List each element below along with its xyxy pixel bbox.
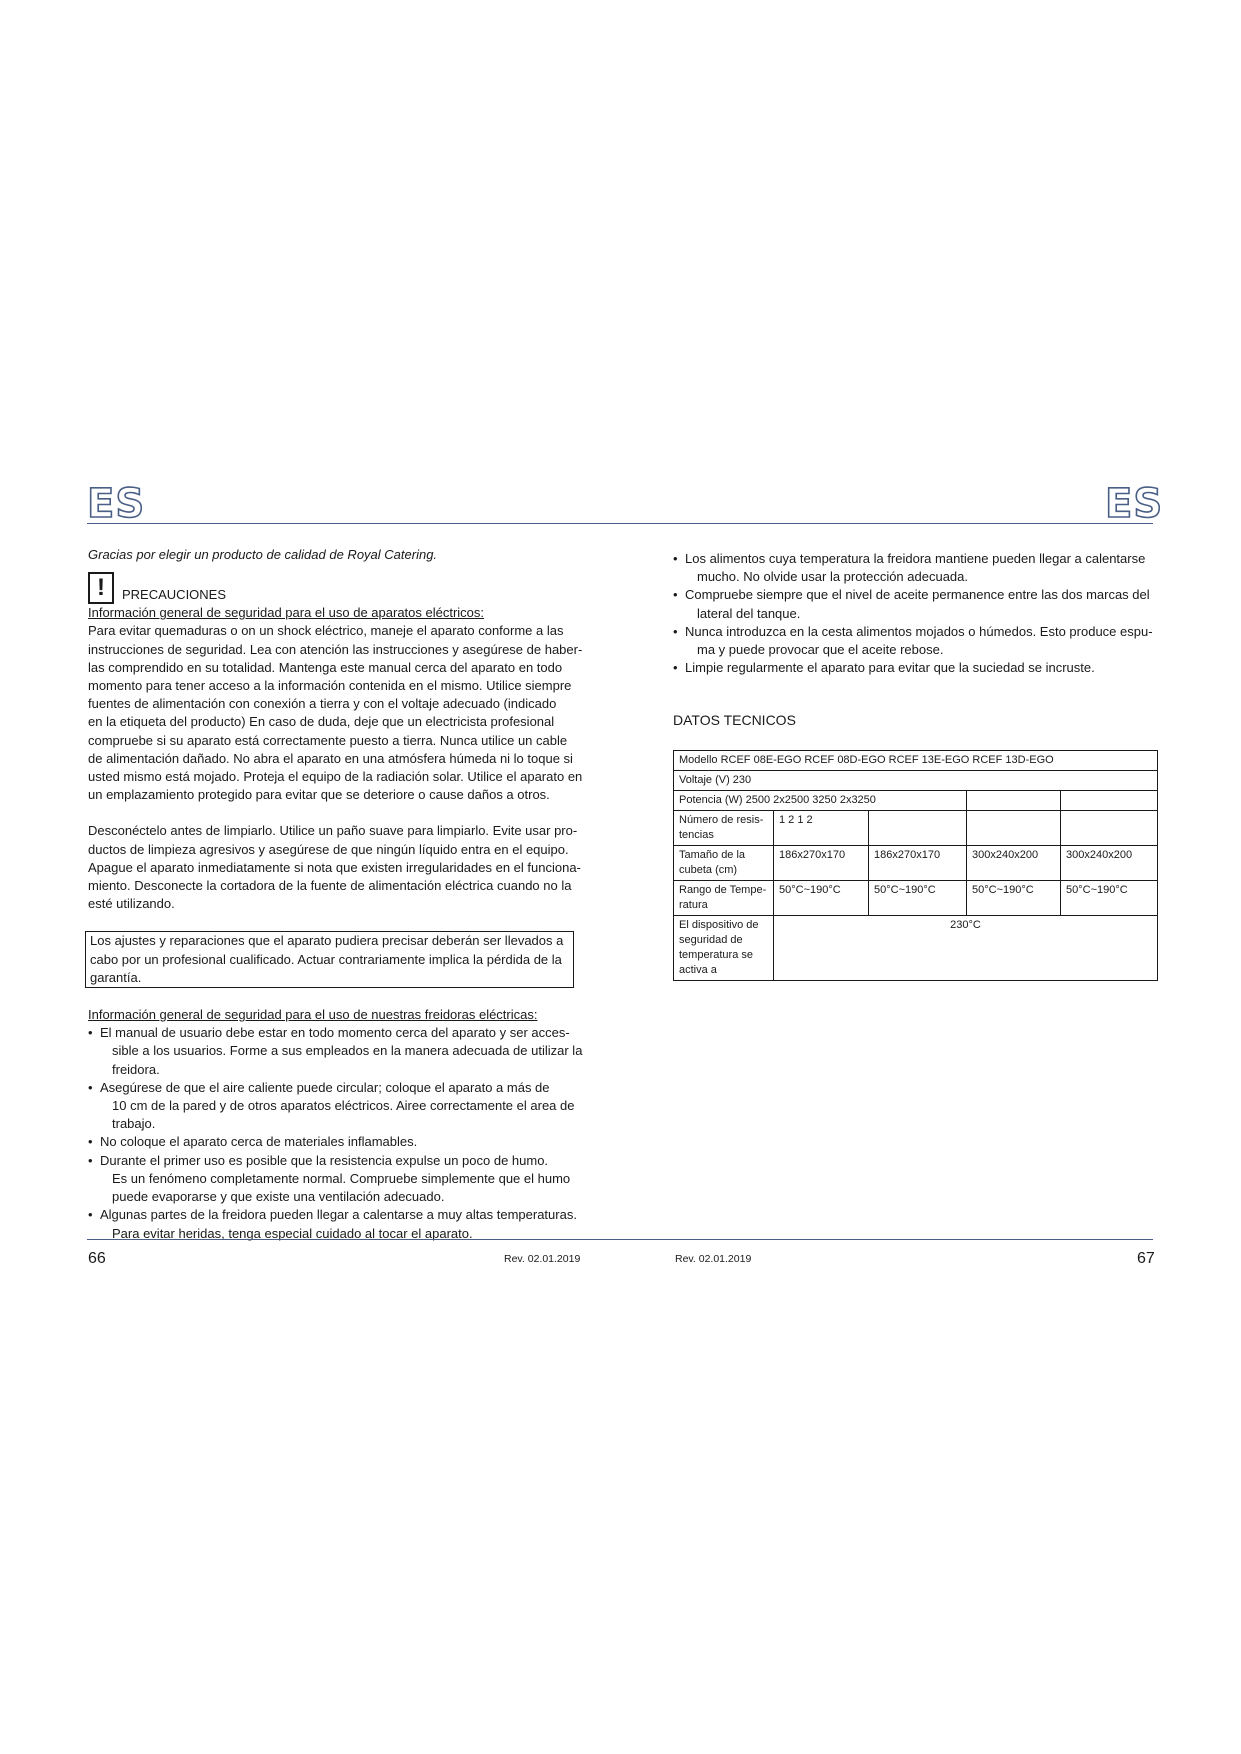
table-cell [1061, 791, 1158, 811]
table-row [674, 751, 1158, 771]
safety-device-value: 230°C [774, 916, 1158, 981]
fryer-safety-list-continued [673, 550, 1157, 677]
temp-range-label: Rango de Tempe-ratura [674, 881, 774, 916]
list-item: • Limpie regularmente el aparato para evitar que la suciedad se incruste. [673, 659, 1157, 677]
intro-text: Gracias por elegir un producto de calidad de Royal Catering. [88, 547, 438, 562]
tank-size-value: 186x270x170 [774, 846, 869, 881]
table-cell [1061, 811, 1158, 846]
list-item: • El manual de usuario debe estar en todo momento cerca del aparato y ser acces- sible a los usuarios. Forme a sus empleados en la manera adecuada de utilizar la freidora. [88, 1024, 588, 1079]
cleaning-line: esté utilizando. [88, 896, 175, 912]
resistances-label: Número de resis-tencias [674, 811, 774, 846]
electrical-line: las comprendido en su totalidad. Mantenga este manual cerca del aparato en todo [88, 659, 563, 675]
revision-right: Rev. 02.01.2019 [675, 1253, 752, 1265]
voltage-row-cell: Voltaje (V) 230 [674, 771, 1158, 791]
table-row [674, 846, 1158, 881]
fryer-safety-list [88, 1024, 588, 1242]
electrical-line: fuentes de alimentación con conexión a tierra y con el voltaje adecuado (indicado [88, 696, 557, 712]
repair-notice-line: Los ajustes y reparaciones que el aparato pudiera precisar deberán ser llevados a [90, 933, 564, 949]
left-column [88, 546, 588, 1243]
electrical-line: instrucciones de seguridad. Lea con atención las instrucciones y asegúrese de haber- [88, 641, 583, 657]
table-row [674, 791, 1158, 811]
resistances-value: 1 2 1 2 [774, 811, 869, 846]
header-rule [87, 523, 1153, 524]
lang-badge-left: ES [87, 481, 146, 527]
repair-notice-line: cabo por un profesional cualificado. Actuar contrariamente implica la pérdida de la [90, 951, 562, 967]
tank-size-value: 300x240x200 [967, 846, 1061, 881]
electrical-line: Para evitar quemaduras o on un shock eléctrico, maneje el aparato conforme a las [88, 623, 564, 639]
lang-badge-right: ES [1105, 481, 1164, 527]
temp-range-value: 50°C~190°C [869, 881, 967, 916]
electrical-line: compruebe si su aparato está correctamente puesto a tierra. Nunca utilice un cable [88, 732, 568, 748]
table-cell [869, 811, 967, 846]
precautions-label: PRECAUCIONES [122, 587, 227, 602]
page-number-right: 67 [1137, 1250, 1155, 1267]
electrical-line: momento para tener acceso a la información contenida en el mismo. Utilice siempre [88, 678, 572, 694]
temp-range-value: 50°C~190°C [967, 881, 1061, 916]
cleaning-line: ductos de limpieza agresivos y asegúrese de que ningún líquido entra en el equipo. [88, 841, 569, 857]
repair-notice-box [85, 931, 574, 988]
temp-range-value: 50°C~190°C [774, 881, 869, 916]
revision-left: Rev. 02.01.2019 [504, 1253, 581, 1265]
temp-range-value: 50°C~190°C [1061, 881, 1158, 916]
cleaning-line: miento. Desconecte la cortadora de la fuente de alimentación eléctrica cuando no la [88, 878, 572, 894]
electrical-line: un emplazamiento protegido para evitar que se deteriore o cause daños a otros. [88, 787, 550, 803]
tank-size-label: Tamaño de la cubeta (cm) [674, 846, 774, 881]
warning-icon: ! [88, 572, 114, 604]
list-item: • Algunas partes de la freidora pueden llegar a calentarse a muy altas temperaturas. Para evitar heridas, tenga especial cuidado al tocar el aparato. [88, 1206, 588, 1242]
technical-data-table [673, 750, 1158, 981]
table-cell [967, 811, 1061, 846]
table-row [674, 771, 1158, 791]
tank-size-value: 300x240x200 [1061, 846, 1158, 881]
list-item: • Los alimentos cuya temperatura la freidora mantiene pueden llegar a calentarse mucho. No olvide usar la protección adecuada. [673, 550, 1157, 586]
electrical-line: usted mismo está mojado. Proteja el equipo de la radiación solar. Utilice el aparato en [88, 769, 583, 785]
electrical-line: de alimentación dañado. No abra el aparato en una atmósfera húmeda ni lo toque si [88, 750, 573, 766]
table-row [674, 916, 1158, 981]
list-item: • No coloque el aparato cerca de materiales inflamables. [88, 1133, 588, 1151]
cleaning-line: Desconéctelo antes de limpiarlo. Utilice un paño suave para limpiarlo. Evite usar pro- [88, 823, 578, 839]
list-item: • Compruebe siempre que el nivel de aceite permanence entre las dos marcas del lateral del tanque. [673, 586, 1157, 622]
table-row [674, 881, 1158, 916]
electrical-safety-heading: Información general de seguridad para el uso de aparatos eléctricos: [88, 605, 485, 621]
technical-data-title: DATOS TECNICOS [673, 712, 796, 728]
repair-notice-line: garantía. [90, 969, 142, 985]
precautions-heading [88, 572, 588, 604]
fryer-safety-heading: Información general de seguridad para el uso de nuestras freidoras eléctricas: [88, 1007, 538, 1023]
table-row [674, 811, 1158, 846]
footer-rule [87, 1239, 1153, 1240]
electrical-line: en la etiqueta del producto) En caso de duda, deje que un electricista profesional [88, 714, 555, 730]
list-item: • Nunca introduzca en la cesta alimentos mojados o húmedos. Esto produce espu- ma y puede provocar que el aceite rebose. [673, 623, 1157, 659]
cleaning-line: Apague el aparato inmediatamente si nota que existen irregularidades en el funciona- [88, 859, 581, 875]
power-row-cell: Potencia (W) 2500 2x2500 3250 2x3250 [674, 791, 967, 811]
model-row-cell: Modello RCEF 08E-EGO RCEF 08D-EGO RCEF 13E-EGO RCEF 13D-EGO [674, 751, 1158, 771]
page-number-left: 66 [88, 1250, 106, 1267]
safety-device-label: El dispositivo de seguridad de temperatura se activa a [674, 916, 774, 981]
list-item: • Durante el primer uso es posible que la resistencia expulse un poco de humo. Es un fenómeno completamente normal. Compruebe simplemente que el humo puede evaporarse y que existe una ventilación adecuado. [88, 1152, 588, 1207]
right-column [673, 550, 1157, 677]
tank-size-value: 186x270x170 [869, 846, 967, 881]
table-cell [967, 791, 1061, 811]
list-item: • Asegúrese de que el aire caliente puede circular; coloque el aparato a más de 10 cm de la pared y de otros aparatos eléctricos. Airee correctamente el area de trabajo. [88, 1079, 588, 1134]
